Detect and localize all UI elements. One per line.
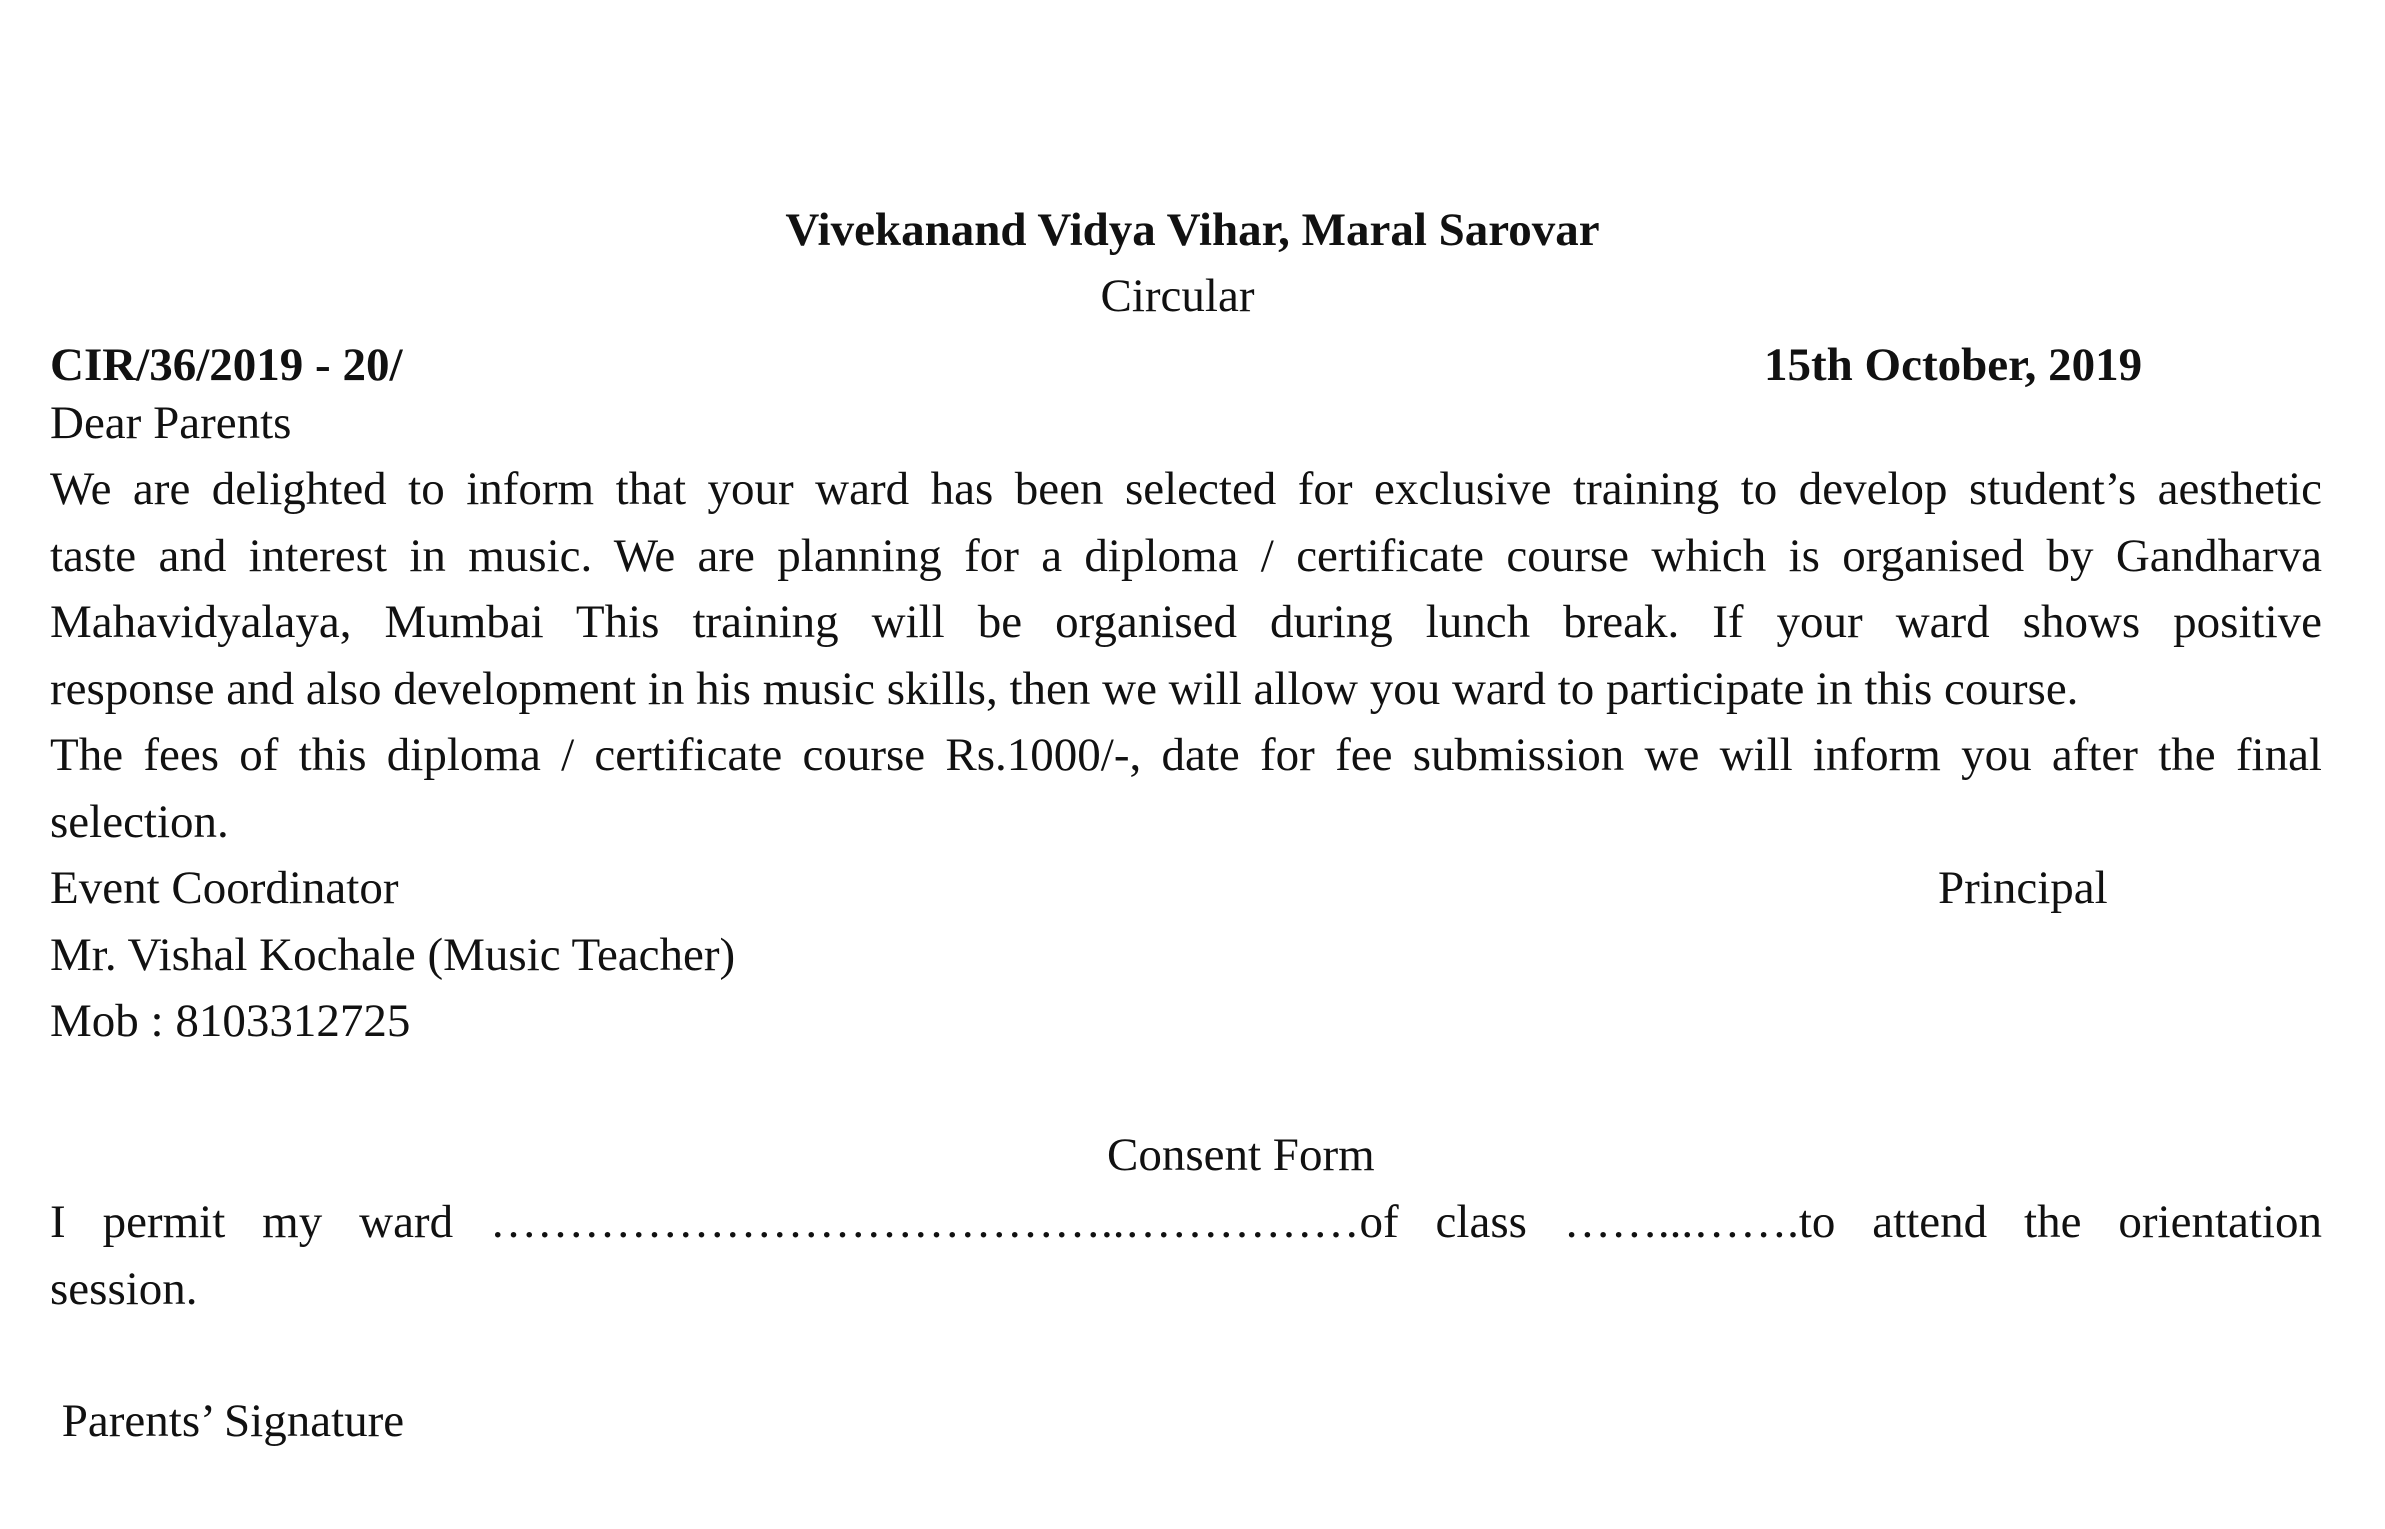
document-type: Circular <box>1100 270 1255 322</box>
paragraph-line: selection. <box>50 795 229 848</box>
consent-line: session. <box>50 1262 198 1315</box>
coordinator-title: Event Coordinator <box>50 862 399 914</box>
paragraph-line: taste and interest in music. We are planning for a diploma / certificate course which is organised by Gandharva <box>50 529 2322 582</box>
paragraph-fees <box>50 722 2322 855</box>
school-name: Vivekanand Vidya Vihar, Maral Sarovar <box>785 204 1600 256</box>
coordinator-name: Mr. Vishal Kochale (Music Teacher) <box>50 929 736 981</box>
salutation: Dear Parents <box>50 397 292 449</box>
paragraph-line: We are delighted to inform that your ward has been selected for exclusive training to develop student’s aesthetic <box>50 463 2322 515</box>
parents-signature-label: Parents’ Signature <box>50 1395 405 1447</box>
paragraph-line: response and also development in his music skills, then we will allow you ward to participate in this course. <box>50 662 2079 715</box>
consent-line: I permit my ward …………………………………..……………of class ……...…….to attend the orientation <box>50 1196 2322 1248</box>
circular-date: 15th October, 2019 <box>1764 339 2143 391</box>
paragraph-line: The fees of this diploma / certificate course Rs.1000/-, date for fee submission we will inform you after the final <box>50 729 2322 781</box>
coordinator-mobile: Mob : 8103312725 <box>50 995 411 1047</box>
paragraph-training <box>50 456 2322 722</box>
consent-form-title: Consent Form <box>1107 1129 1375 1181</box>
paragraph-line: Mahavidyalaya, Mumbai This training will be organised during lunch break. If your ward shows positive <box>50 596 2322 648</box>
reference-number: CIR/36/2019 - 20/ <box>50 339 403 391</box>
principal-title: Principal <box>1938 862 2108 914</box>
consent-statement <box>50 1189 2322 1322</box>
